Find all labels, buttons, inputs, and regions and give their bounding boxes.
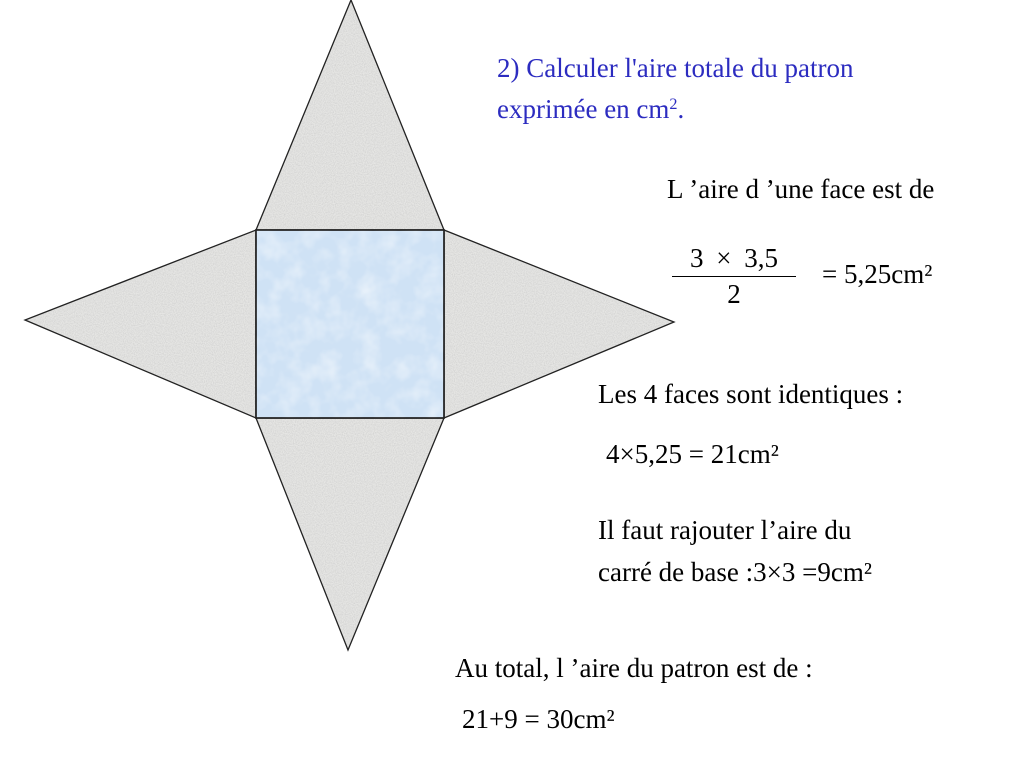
total-calc: 21+9 = 30cm² [462, 704, 615, 734]
base-square-texture [256, 230, 444, 418]
identical-faces-calc: 4×5,25 = 21cm² [606, 439, 779, 469]
question-line-2 [497, 93, 684, 125]
fraction-numerator: 3 × 3,5 [672, 243, 796, 277]
fraction-denominator: 2 [727, 279, 741, 309]
base-line-1: Il faut rajouter l’aire du [598, 515, 852, 545]
base-line-2: carré de base :3×3 =9cm² [598, 557, 872, 587]
question-line-2-text: exprimée en cm [497, 94, 670, 124]
total-text: Au total, l ’aire du patron est de : [455, 653, 813, 683]
triangle-face-bottom-texture [256, 418, 444, 650]
identical-faces-text: Les 4 faces sont identiques : [598, 379, 904, 409]
triangle-face-left-texture [25, 230, 256, 418]
question-line-1: 2) Calculer l'aire totale du patron [497, 53, 854, 83]
face-area-fraction [672, 243, 796, 310]
question-line-2-end: . [677, 94, 685, 124]
face-area-result: = 5,25cm² [822, 259, 933, 289]
face-area-intro: L ’aire d ’une face est de [667, 174, 935, 204]
triangle-face-top-texture [256, 0, 444, 230]
question-exponent: 2 [669, 95, 678, 114]
